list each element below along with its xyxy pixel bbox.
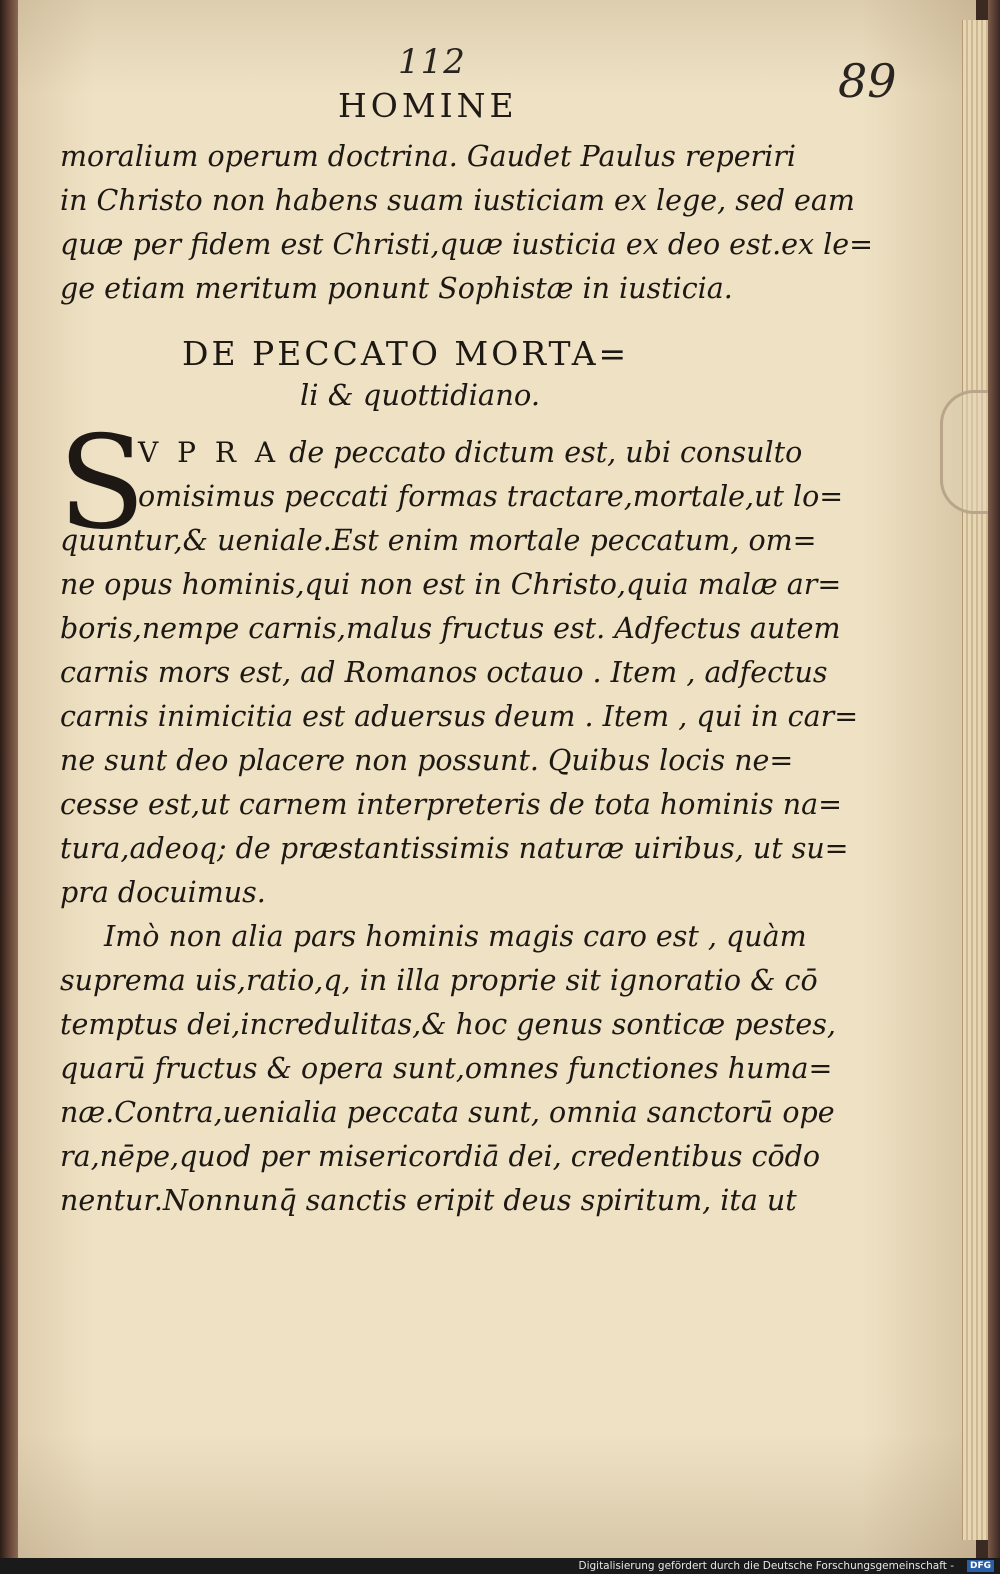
paragraph-line: [138, 436, 802, 469]
drop-cap: S: [58, 409, 146, 558]
paragraph-line: nentur.Nonnunq̄ sanctis eripit deus spiritum, ita ut: [60, 1184, 797, 1217]
paragraph-line: cesse est,ut carnem interpreteris de tota hominis na=: [60, 788, 842, 821]
paragraph-line: boris,nempe carnis,malus fructus est. Adfectus autem: [60, 612, 841, 645]
paragraph-line: ra,nēpe,quod per misericordiā dei, credentibus cōdo: [60, 1140, 821, 1173]
section-heading: DE PECCATO MORTA=: [182, 334, 630, 373]
paragraph-line: carnis inimicitia est aduersus deum . Item , qui in car=: [60, 700, 859, 733]
paragraph-line: quarū fructus & opera sunt,omnes functiones huma=: [60, 1052, 833, 1085]
paragraph-line: pra docuimus.: [60, 876, 266, 909]
small-caps-opening: V P R A: [138, 436, 281, 469]
paragraph-line: næ.Contra,uenialia peccata sunt, omnia sanctorū ope: [60, 1096, 835, 1129]
section-subheading: li & quottidiano.: [300, 378, 541, 412]
dfg-logo[interactable]: DFG: [967, 1560, 994, 1572]
footer-credit: Digitalisierung gefördert durch die Deutsche Forschungsgemeinschaft -: [578, 1560, 954, 1572]
running-head: HOMINE: [338, 86, 518, 125]
paragraph-line: ne opus hominis,qui non est in Christo,quia malæ ar=: [60, 568, 842, 601]
book-clasp: [940, 390, 991, 514]
intro-line: ge etiam meritum ponunt Sophistæ in iusticia.: [60, 272, 733, 305]
paragraph-line: suprema uis,ratio,q, in illa proprie sit ignoratio & cō: [60, 964, 818, 997]
folio-number: 89: [838, 54, 897, 108]
book-cover-right: [988, 0, 1000, 1574]
paragraph-line-rest: de peccato dictum est, ubi consulto: [280, 436, 803, 469]
paragraph-line: omisimus peccati formas tractare,mortale,ut lo=: [138, 480, 844, 513]
intro-line: quæ per fidem est Christi,quæ iusticia ex deo est.ex le=: [60, 228, 874, 261]
paragraph-line: temptus dei,incredulitas,& hoc genus sonticæ pestes,: [60, 1008, 836, 1041]
paragraph-line: Imò non alia pars hominis magis caro est , quàm: [104, 920, 807, 953]
paragraph-line: carnis mors est, ad Romanos octauo . Item , adfectus: [60, 656, 828, 689]
intro-line: in Christo non habens suam iusticiam ex lege, sed eam: [60, 184, 855, 217]
paragraph-line: quuntur,& ueniale.Est enim mortale peccatum, om=: [60, 524, 817, 557]
handwritten-page-number: 112: [398, 42, 466, 82]
footer-bar: [0, 1558, 1000, 1574]
page-edges: [962, 20, 991, 1540]
paragraph-line: tura,adeoq; de præstantissimis naturæ uiribus, ut su=: [60, 832, 849, 865]
paragraph-line: ne sunt deo placere non possunt. Quibus locis ne=: [60, 744, 794, 777]
intro-line: moralium operum doctrina. Gaudet Paulus reperiri: [60, 140, 797, 173]
book-cover-left: [0, 0, 18, 1574]
